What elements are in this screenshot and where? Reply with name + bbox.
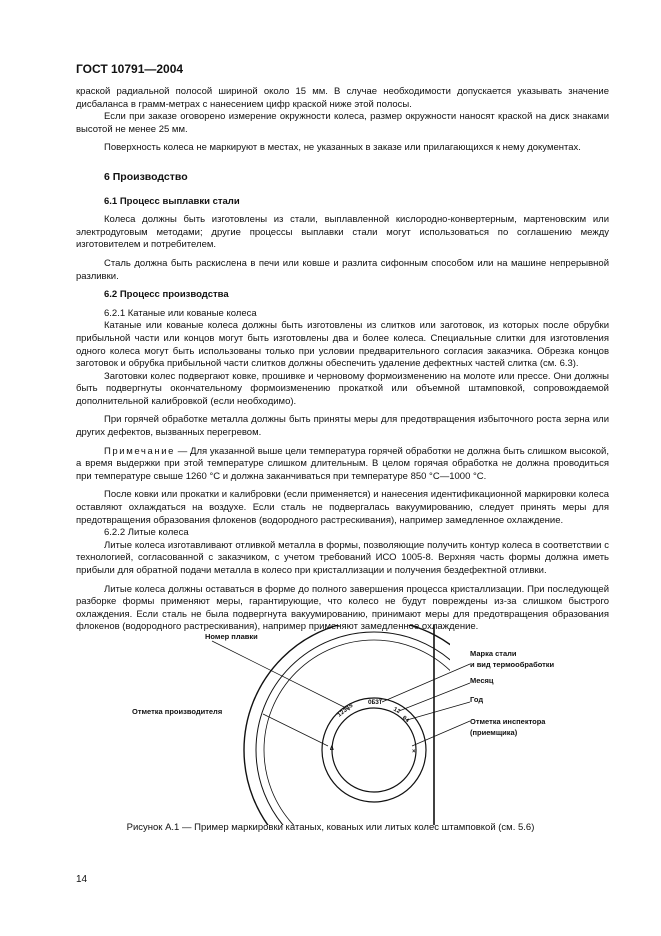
paragraph: Если при заказе оговорено измерение окружности колеса, размер окружности наносят краской на диск знаками высотой не менее 25 мм. bbox=[76, 111, 609, 135]
paragraph: Литые колеса должны оставаться в форме до полного завершения процесса кристаллизации. При последующей разборке формы применяют меры, гарантирующие, что колесо не будут повреждены из-за слишком быстрого охлаждения. Если сталь не была подвергнута вакуумированию, принимают меры для предотвращения образования флокенов (водородного растрескивания), например применяют замедленное охлаждение. bbox=[76, 583, 609, 633]
section-heading: 6 Производство bbox=[104, 170, 188, 183]
label-month: Месяц bbox=[470, 676, 494, 685]
label-manufacturer: Отметка производителя bbox=[132, 707, 223, 716]
svg-text:Δ: Δ bbox=[330, 745, 334, 752]
label-inspector-note: (приемщика) bbox=[470, 728, 518, 737]
subsection-heading: 6.2 Процесс производства bbox=[104, 289, 229, 301]
label-heat-number: Номер плавки bbox=[205, 632, 258, 641]
note-text: — Для указанной выше цели температура горячей обработки не должна быть слишком высокой, а время выдержки при этой температуре слишком длительным. В целом горячая обработка не должна проводиться при температуре свыше 1260 °С и должна заканчиваться при температуре 850 °С—1000 °С. bbox=[76, 445, 609, 482]
wheel-marking-figure bbox=[120, 625, 580, 825]
label-steel-grade: Марка стали bbox=[470, 649, 517, 658]
svg-text:ОБЗТ: ОБЗТ bbox=[368, 699, 383, 706]
note-label: Примечание bbox=[104, 445, 175, 457]
paragraph: краской радиальной полосой шириной около 15 мм. В случае необходимости допускается указывать значение дисбаланса в грамм-метрах с нанесением цифр краской ниже этой полосы. bbox=[76, 86, 609, 110]
svg-text:12: 12 bbox=[392, 705, 402, 716]
clause-heading: 6.2.1 Катаные или кованые колеса bbox=[104, 307, 257, 319]
svg-text:12345: 12345 bbox=[335, 701, 355, 719]
label-year: Год bbox=[470, 695, 484, 704]
leader-lines bbox=[212, 641, 470, 746]
paragraph: Колеса должны быть изготовлены из стали, выплавленной кислородно-конвертерным, мартеновским или электродуговым методами; другие процессы выплавки стали могут использоваться по соглашению между изготовителем и потребителем. bbox=[76, 214, 609, 251]
wheel-rim-inner bbox=[256, 632, 492, 825]
label-inspector: Отметка инспектора bbox=[470, 717, 546, 726]
paragraph: Поверхность колеса не маркируют в местах, не указанных в заказе или прилагающихся к нему документах. bbox=[104, 142, 581, 154]
paragraph: Литые колеса изготавливают отливкой металла в формы, позволяющие получить контур колеса в соответствии с технологией, согласованной с заказчиком, с учетом требований ИСО 1005-8. Верхняя часть формы должна иметь прибыли для обратной подачи металла в колесо при кристаллизации и получения бездефектной отливки. bbox=[76, 539, 609, 576]
paragraph: Заготовки колес подвергают ковке, прошивке и черновому формоизменению на молоте или прессе. Они должны быть подвергнуты окончательному формоизменению прокаткой или объемной штамповкой, сопровождаемой дополнительной калибровкой (если необходимо). bbox=[76, 370, 609, 407]
svg-text:04: 04 bbox=[400, 714, 411, 725]
svg-text:×: × bbox=[412, 748, 416, 755]
note bbox=[76, 446, 609, 484]
page-body bbox=[76, 86, 609, 634]
clause-heading: 6.2.2 Литые колеса bbox=[104, 527, 189, 539]
figure-caption: Рисунок А.1 — Пример маркировки катаных, кованых или литых колес штамповкой (см. 5.6) bbox=[126, 822, 535, 833]
paragraph: После ковки или прокатки и калибровки (если применяется) и нанесения идентификационной маркировки колеса оставляют охлаждаться на воздухе. Если сталь не подвергалась вакуумированию, следует принять меры для предотвращения образования флокенов (водородного растрескивания), например замедленное охлаждение. bbox=[76, 489, 609, 526]
paragraph: При горячей обработке металла должны быть приняты меры для предотвращения избыточного роста зерна или других дефектов, вызванных перегревом. bbox=[76, 414, 609, 439]
wheel-disc-line bbox=[264, 640, 484, 825]
page-number: 14 bbox=[76, 874, 88, 885]
wheel-rim-outer bbox=[244, 625, 504, 825]
paragraph: Катаные или кованые колеса должны быть изготовлены из слитков или заготовок, из которых после обрубки прибыльной части или концов могут быть изготовлены два и более колеса. Специальные слитки для изготовления одного колеса могут быть использованы только при условии предварительного согласия заказчика. Обрезка концов заготовок и обрубка прибыльной части слитков должны обеспечить удаление дефектных частей слитка (см. 6.3). bbox=[76, 320, 609, 370]
subsection-heading: 6.1 Процесс выплавки стали bbox=[104, 195, 240, 207]
label-heat-treatment: и вид термообработки bbox=[470, 660, 555, 669]
document-header: ГОСТ 10791—2004 bbox=[76, 62, 184, 76]
paragraph: Сталь должна быть раскислена в печи или ковше и разлита сифонным способом или на машине непрерывной разливки. bbox=[76, 257, 609, 282]
